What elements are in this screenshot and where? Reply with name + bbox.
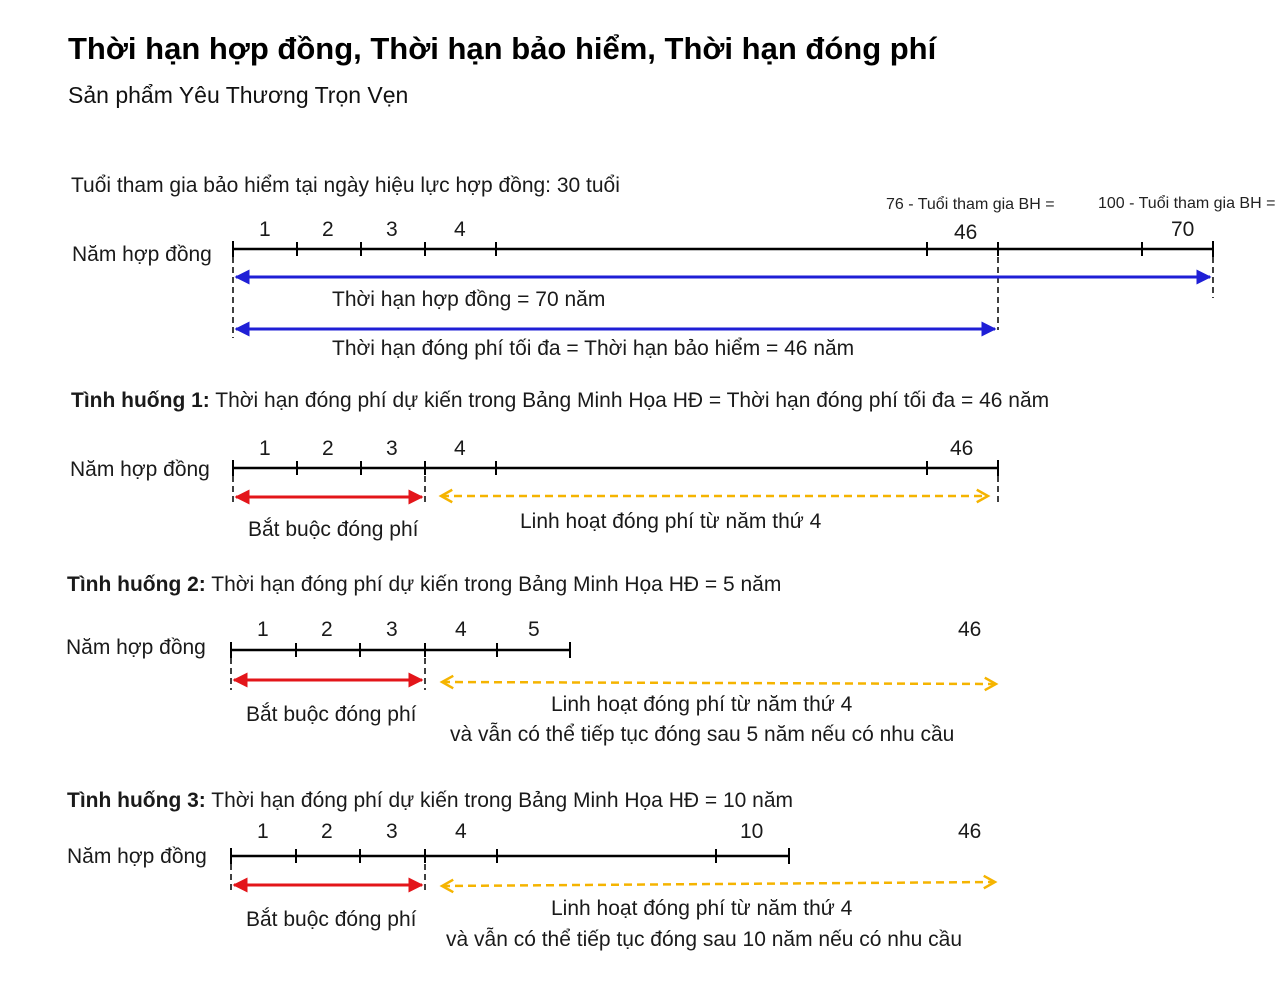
- case3-tick-label-10: 10: [740, 820, 764, 843]
- case1-flexible-label: Linh hoạt đóng phí từ năm thứ 4: [520, 510, 822, 533]
- premium-term-label: Thời hạn đóng phí tối đa = Thời hạn bảo hiểm = 46 năm: [332, 337, 855, 360]
- case2-heading: [67, 573, 781, 597]
- case3-tick-label-46: 46: [958, 820, 982, 843]
- case1-tick-label-3: 3: [386, 437, 398, 460]
- case1-timeline: [233, 460, 998, 506]
- section0-tick-label-4: 4: [454, 218, 466, 241]
- case3-row-label: Năm hợp đồng: [67, 845, 207, 868]
- case3-mandatory-label: Bắt buộc đóng phí: [246, 908, 417, 931]
- case2-tick-label-3: 3: [386, 618, 398, 641]
- case3-flexible-label: Linh hoạt đóng phí từ năm thứ 4: [551, 897, 853, 920]
- case3-label: Tình huống 3:: [67, 789, 206, 812]
- case2-flexible-label: Linh hoạt đóng phí từ năm thứ 4: [551, 693, 853, 716]
- entry-age-text: Tuổi tham gia bảo hiểm tại ngày hiệu lực hợp đồng: 30 tuổi: [71, 174, 620, 197]
- note-100-minus-age: 100 - Tuổi tham gia BH =: [1098, 195, 1276, 212]
- case3-desc: Thời hạn đóng phí dự kiến trong Bảng Minh Họa HĐ = 10 năm: [205, 789, 794, 812]
- case1-label: Tình huống 1:: [71, 389, 210, 412]
- case1-desc: Thời hạn đóng phí dự kiến trong Bảng Minh Họa HĐ = Thời hạn đóng phí tối đa = 46 năm: [209, 389, 1050, 412]
- case2-label: Tình huống 2:: [67, 573, 206, 596]
- case1-tick-label-1: 1: [259, 437, 271, 460]
- section0-tick-label-1: 1: [259, 218, 271, 241]
- case2-flexible-arrow: [442, 682, 996, 684]
- case1-heading: [71, 389, 1049, 413]
- case3-tick-label-3: 3: [386, 820, 398, 843]
- case2-tick-label-5: 5: [528, 618, 540, 641]
- contract-term-label: Thời hạn hợp đồng = 70 năm: [332, 288, 606, 311]
- case2-row-label: Năm hợp đồng: [66, 636, 206, 659]
- case2-mandatory-label: Bắt buộc đóng phí: [246, 703, 417, 726]
- case3-heading: [67, 789, 793, 813]
- case3-tick-label-1: 1: [257, 820, 269, 843]
- page-subtitle: Sản phẩm Yêu Thương Trọn Vẹn: [68, 82, 409, 108]
- case3-flexible-label-2: và vẫn có thể tiếp tục đóng sau 10 năm nếu có nhu cầu: [446, 928, 963, 951]
- case2-tick-label-4: 4: [455, 618, 467, 641]
- page-title: Thời hạn hợp đồng, Thời hạn bảo hiểm, Thời hạn đóng phí: [68, 31, 937, 66]
- case3-flexible-arrow: [442, 882, 995, 886]
- case2-tick-label-2: 2: [321, 618, 333, 641]
- case2-flexible-label-2: và vẫn có thể tiếp tục đóng sau 5 năm nếu có nhu cầu: [450, 723, 955, 746]
- case2-desc: Thời hạn đóng phí dự kiến trong Bảng Minh Họa HĐ = 5 năm: [205, 573, 782, 596]
- section0-tick-label-2: 2: [322, 218, 334, 241]
- case1-tick-label-46: 46: [950, 437, 974, 460]
- case2-timeline: [231, 642, 996, 690]
- case3-timeline: [231, 848, 995, 894]
- case1-tick-label-2: 2: [322, 437, 334, 460]
- case2-tick-label-1: 1: [257, 618, 269, 641]
- case1-mandatory-label: Bắt buộc đóng phí: [248, 518, 419, 541]
- section0-tick-label-70: 70: [1171, 218, 1195, 241]
- case1-tick-label-4: 4: [454, 437, 466, 460]
- section0-row-label: Năm hợp đồng: [72, 243, 212, 266]
- case3-tick-label-4: 4: [455, 820, 467, 843]
- case2-tick-label-46: 46: [958, 618, 982, 641]
- section0-tick-label-3: 3: [386, 218, 398, 241]
- case1-row-label: Năm hợp đồng: [70, 458, 210, 481]
- case3-tick-label-2: 2: [321, 820, 333, 843]
- section0-tick-label-46: 46: [954, 221, 978, 244]
- note-76-minus-age: 76 - Tuổi tham gia BH =: [886, 196, 1055, 213]
